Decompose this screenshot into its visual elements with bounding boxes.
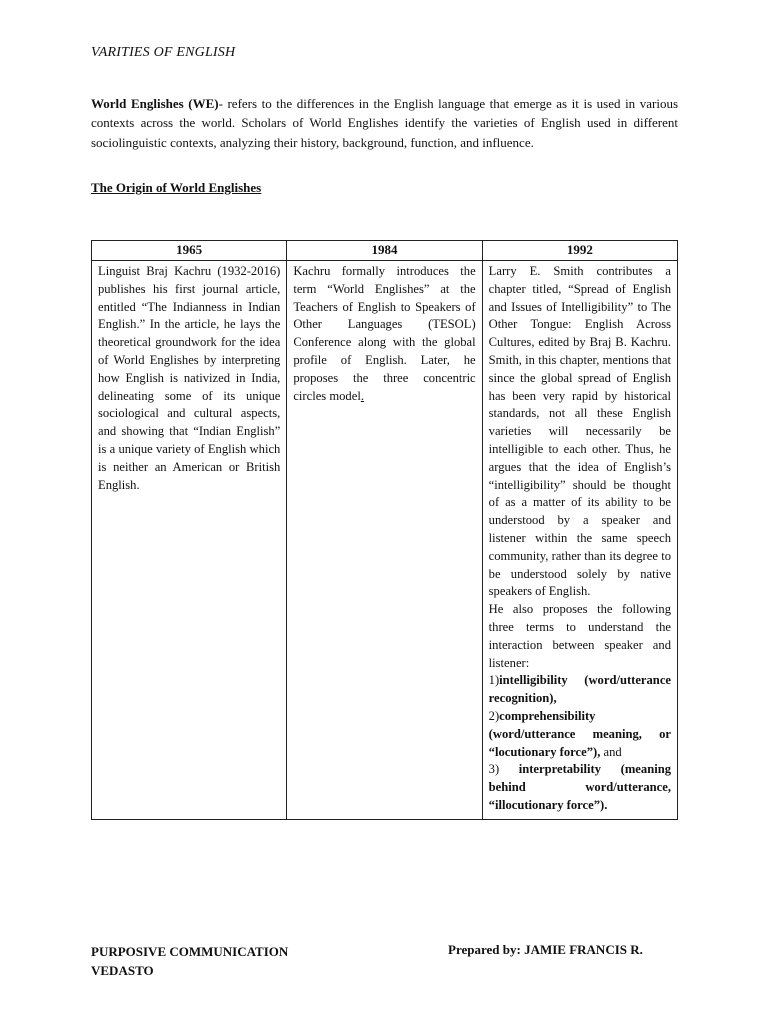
page-heading: VARITIES OF ENGLISH <box>91 45 236 60</box>
term-item-1 <box>489 672 671 708</box>
cell-1965 <box>92 261 287 820</box>
term-number: 1) <box>488 673 500 688</box>
footer-course-line2: VEDASTO <box>91 963 154 978</box>
year-header-1992: 1992 <box>482 241 677 261</box>
term-item-2 <box>489 708 671 761</box>
table-header-row <box>92 241 678 261</box>
term-number: 3) <box>488 762 519 777</box>
cell-1984-text <box>293 263 475 405</box>
section-title: The Origin of World Englishes <box>91 180 262 195</box>
footer-prepared-by: Prepared by: JAMIE FRANCIS R. <box>448 942 643 957</box>
footer-course <box>91 942 288 980</box>
cell-1965-text: Linguist Braj Kachru (1932-2016) publishes his first journal article, entitled “The Indianness in Indian English.” In the article, he lays the theoretical groundwork for the idea of World Englishes by interpreting how English is nativized in India, delineating some of its unique sociological and cultural aspects, and showing that “Indian English” is a unique variety of English which is neither an American or British English. <box>98 264 281 492</box>
term-after: and <box>600 744 622 759</box>
cell-1992-para1: Larry E. Smith contributes a chapter titled, “Spread of English and Issues of Intelligibility” to The Other Tongue: English Across Cultures, edited by Braj B. Kachru. Smith, in this chapter, mentions that since the global spread of English has been very rapid by historical standards, not all these English varieties will necessarily be intelligible to each other. Thus, he argues that the idea of English’s “intelligibility” should be thought of as a matter of its ability to be understood by a speaker and listener within the same speech community, rather than its degree to be understood solely by native speakers of English. <box>488 264 671 599</box>
intro-term: World Englishes (WE) <box>91 96 219 111</box>
intro-definition: - refers to the differences in the English language that emerge as it is used in various contexts across the world. Scholars of World Englishes identify the varieties of English used in different sociolinguistic contexts, analyzing their history, background, function, and influence. <box>91 96 679 150</box>
year-header-1984: 1984 <box>287 241 482 261</box>
cell-1984 <box>287 261 482 820</box>
table-row <box>92 261 678 820</box>
term-number: 2) <box>488 708 500 723</box>
term-text: comprehensibility (word/utterance meaning, or “locutionary force”), <box>488 708 671 759</box>
footer-course-line1: PURPOSIVE COMMUNICATION <box>91 944 289 959</box>
intro-paragraph <box>91 94 678 152</box>
origin-timeline-table <box>91 240 678 820</box>
cell-1984-end: . <box>360 388 364 403</box>
cell-1992 <box>482 261 677 820</box>
term-item-3 <box>489 761 671 814</box>
term-text: interpretability (meaning behind word/utterance, “illocutionary force”). <box>488 762 672 812</box>
term-text: intelligibility (word/utterance recognition), <box>488 673 671 706</box>
cell-1992-para2: He also proposes the following three terms to understand the interaction between speaker and listener: <box>488 602 671 670</box>
year-header-1965: 1965 <box>92 241 287 261</box>
cell-1984-main: Kachru formally introduces the term “World Englishes” at the Teachers of English to Speakers of Other Languages (TESOL) Conference along with the global profile of English. Later, he proposes the three concentric circles model <box>293 264 476 403</box>
